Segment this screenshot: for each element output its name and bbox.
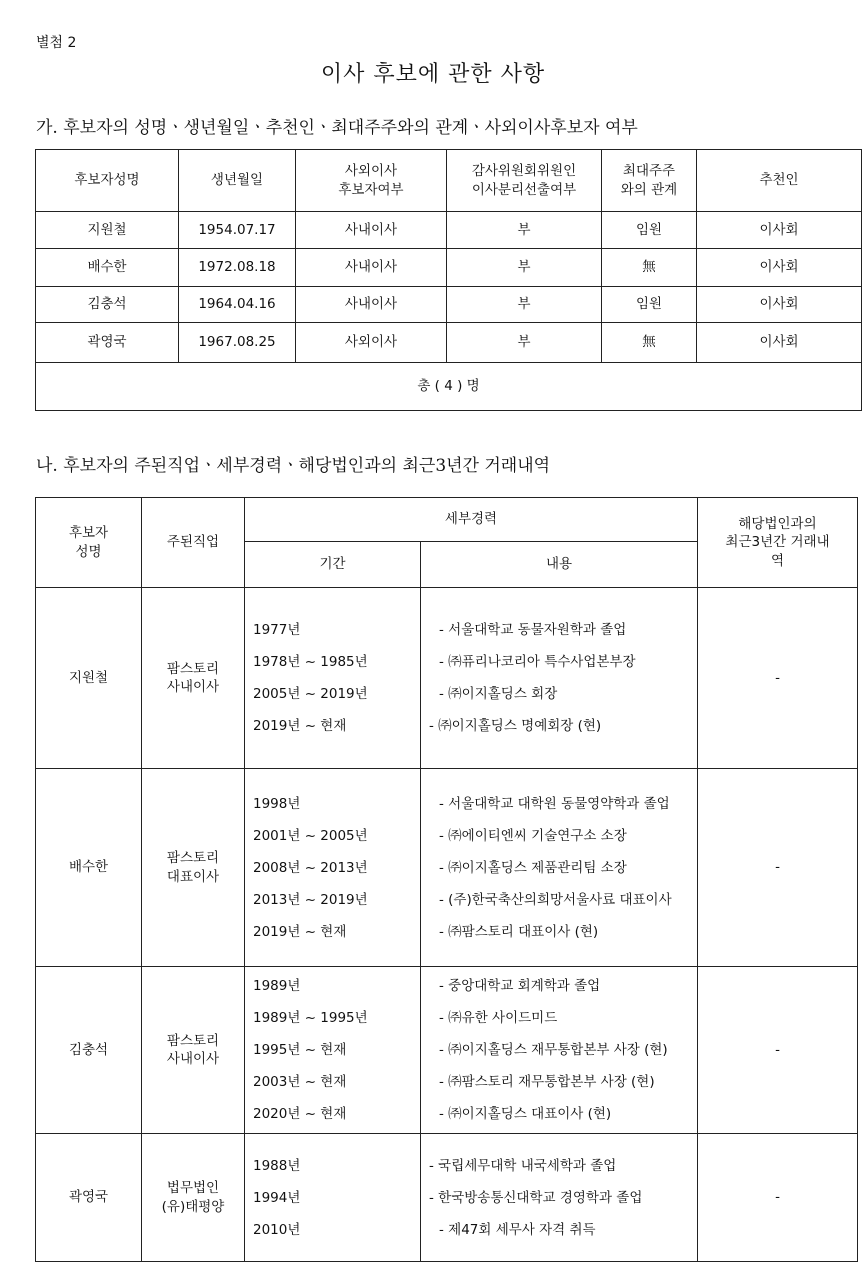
cell-job	[142, 769, 245, 967]
cell-outside: 사내이사	[296, 249, 447, 287]
total-row	[36, 363, 862, 411]
header-career: 세부경력	[245, 498, 698, 542]
header-content: 내용	[421, 542, 698, 588]
cell-contents	[421, 588, 698, 769]
cell-job	[142, 967, 245, 1134]
header-outside-line1: 사외이사	[344, 163, 398, 180]
header-audit-line2: 이사분리선출여부	[471, 181, 577, 198]
content-item: - 서울대학교 동물자원학과 졸업	[439, 622, 627, 638]
section-b-title: 나. 후보자의 주된직업ㆍ세부경력ㆍ해당법인과의 최근3년간 거래내역	[36, 456, 551, 476]
content-item: - 국립세무대학 내국세학과 졸업	[429, 1157, 617, 1174]
content-item: - ㈜이지홀딩스 명예회장 (현)	[429, 718, 602, 734]
period-item: 2010년	[253, 1221, 301, 1238]
table-row	[36, 249, 862, 287]
cell-audit: 부	[447, 323, 602, 363]
cell-job	[142, 1134, 245, 1262]
cell-name: 김충석	[36, 967, 142, 1134]
cell-name: 김충석	[36, 287, 179, 323]
header-name-line2: 성명	[75, 543, 102, 560]
cell-job	[142, 588, 245, 769]
content-item: - 제47회 세무사 자격 취득	[439, 1221, 596, 1238]
table-row	[36, 1134, 858, 1262]
period-item: 2013년 ~ 2019년	[253, 891, 368, 908]
candidate-summary-table	[35, 149, 862, 411]
header-relation	[602, 150, 697, 212]
cell-audit: 부	[447, 212, 602, 249]
period-item: 1989년	[253, 978, 301, 994]
content-item: - ㈜팜스토리 재무통합본부 사장 (현)	[439, 1074, 655, 1090]
cell-birth: 1967.08.25	[179, 323, 296, 363]
content-item: - ㈜퓨리나코리아 특수사업본부장	[439, 654, 636, 670]
header-trade-line1: 해당법인과의	[738, 516, 817, 533]
cell-birth: 1954.07.17	[179, 212, 296, 249]
cell-name: 배수한	[36, 249, 179, 287]
job-line1: 팜스토리	[166, 1032, 220, 1049]
period-item: 2019년 ~ 현재	[253, 718, 347, 734]
document-title: 이사 후보에 관한 사항	[320, 62, 546, 87]
content-item: - 중앙대학교 회계학과 졸업	[439, 978, 601, 994]
header-name-line1: 후보자	[68, 525, 109, 542]
cell-periods	[245, 769, 421, 967]
total-count: 총 ( 4 ) 명	[36, 363, 862, 411]
job-line1: 팜스토리	[166, 660, 220, 677]
header-relation-line1: 최대주주	[622, 163, 676, 180]
content-item: - 서울대학교 대학원 동물영약학과 졸업	[439, 795, 670, 812]
content-item: - ㈜이지홀딩스 회장	[439, 686, 558, 702]
cell-audit: 부	[447, 249, 602, 287]
period-item: 1988년	[253, 1157, 301, 1174]
header-outside-line2: 후보자여부	[338, 181, 404, 198]
content-item: - ㈜이지홀딩스 재무통합본부 사장 (현)	[439, 1042, 668, 1058]
career-table	[35, 497, 858, 1262]
content-item: - ㈜유한 사이드미드	[439, 1010, 558, 1026]
period-item: 2019년 ~ 현재	[253, 923, 347, 940]
header-audit-committee	[447, 150, 602, 212]
header-name: 후보자성명	[36, 150, 179, 212]
job-line1: 팜스토리	[166, 850, 220, 867]
content-item: - ㈜이지홀딩스 대표이사 (현)	[439, 1106, 612, 1122]
table-row	[36, 769, 858, 967]
header-trade-line2: 최근3년간 거래내	[725, 534, 830, 551]
header-recommender: 추천인	[697, 150, 862, 212]
cell-relation: 임원	[602, 287, 697, 323]
cell-audit: 부	[447, 287, 602, 323]
table-header-row	[36, 498, 858, 542]
header-main-job: 주된직업	[142, 498, 245, 588]
period-item: 2001년 ~ 2005년	[253, 827, 368, 844]
cell-recommender: 이사회	[697, 212, 862, 249]
cell-outside: 사내이사	[296, 212, 447, 249]
content-item: - ㈜팜스토리 대표이사 (현)	[439, 923, 599, 940]
content-item: - ㈜에이티엔씨 기술연구소 소장	[439, 827, 627, 844]
job-line2: (유)태평양	[161, 1198, 225, 1215]
cell-trade: -	[698, 588, 858, 769]
cell-name: 곽영국	[36, 323, 179, 363]
cell-relation: 無	[602, 323, 697, 363]
job-line2: 대표이사	[166, 868, 220, 885]
job-line1: 법무법인	[166, 1180, 220, 1197]
cell-contents	[421, 1134, 698, 1262]
table-row	[36, 287, 862, 323]
cell-birth: 1972.08.18	[179, 249, 296, 287]
job-line2: 사내이사	[166, 679, 220, 695]
content-item: - ㈜이지홀딩스 제품관리팀 소장	[439, 859, 627, 876]
cell-name: 지원철	[36, 212, 179, 249]
cell-name: 배수한	[36, 769, 142, 967]
cell-periods	[245, 588, 421, 769]
cell-periods	[245, 1134, 421, 1262]
cell-contents	[421, 967, 698, 1134]
cell-relation: 無	[602, 249, 697, 287]
period-item: 2008년 ~ 2013년	[253, 859, 368, 876]
cell-trade: -	[698, 1134, 858, 1262]
period-item: 2020년 ~ 현재	[253, 1106, 347, 1122]
table-row	[36, 212, 862, 249]
cell-relation: 임원	[602, 212, 697, 249]
period-item: 1994년	[253, 1189, 301, 1206]
header-outside-director	[296, 150, 447, 212]
header-relation-line2: 와의 관계	[620, 181, 678, 198]
table-header-row	[36, 150, 862, 212]
job-line2: 사내이사	[166, 1051, 220, 1067]
period-item: 1977년	[253, 622, 301, 638]
annex-label: 별첨 2	[36, 35, 77, 51]
cell-contents	[421, 769, 698, 967]
header-birth: 생년월일	[179, 150, 296, 212]
period-item: 1989년 ~ 1995년	[253, 1010, 368, 1026]
header-candidate-name	[36, 498, 142, 588]
cell-birth: 1964.04.16	[179, 287, 296, 323]
header-period: 기간	[245, 542, 421, 588]
header-trade-line3: 역	[770, 552, 785, 569]
cell-name: 지원철	[36, 588, 142, 769]
content-item: - (주)한국축산의희망서울사료 대표이사	[439, 891, 672, 908]
period-item: 2005년 ~ 2019년	[253, 686, 368, 702]
period-item: 2003년 ~ 현재	[253, 1074, 347, 1090]
period-item: 1978년 ~ 1985년	[253, 654, 368, 670]
table-row	[36, 588, 858, 769]
cell-name: 곽영국	[36, 1134, 142, 1262]
cell-recommender: 이사회	[697, 287, 862, 323]
period-item: 1998년	[253, 795, 301, 812]
section-a-title: 가. 후보자의 성명ㆍ생년월일ㆍ추천인ㆍ최대주주와의 관계ㆍ사외이사후보자 여부	[36, 118, 638, 138]
table-row	[36, 967, 858, 1134]
cell-recommender: 이사회	[697, 249, 862, 287]
cell-trade: -	[698, 769, 858, 967]
cell-periods	[245, 967, 421, 1134]
table-row	[36, 323, 862, 363]
cell-outside: 사외이사	[296, 323, 447, 363]
cell-trade: -	[698, 967, 858, 1134]
period-item: 1995년 ~ 현재	[253, 1042, 347, 1058]
header-trade	[698, 498, 858, 588]
header-audit-line1: 감사위원회위원인	[471, 163, 577, 180]
cell-recommender: 이사회	[697, 323, 862, 363]
content-item: - 한국방송통신대학교 경영학과 졸업	[429, 1189, 643, 1206]
cell-outside: 사내이사	[296, 287, 447, 323]
